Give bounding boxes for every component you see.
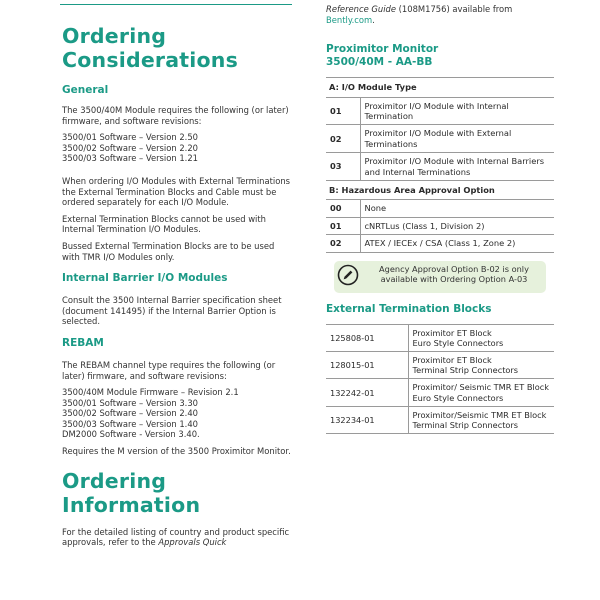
part-number: 125808-01	[326, 324, 408, 351]
option-description: Proximitor I/O Module with Internal Termination	[360, 97, 554, 125]
general-heading: General	[62, 84, 109, 96]
table-row	[326, 352, 554, 379]
option-a-header-row	[326, 78, 554, 97]
external-termination-heading: External Termination Blocks	[326, 302, 492, 315]
table-row	[326, 153, 554, 181]
part-number: 132242-01	[326, 379, 408, 406]
rebam-paragraph-2: Requires the M version of the 3500 Proximitor Monitor.	[62, 446, 291, 457]
internal-barrier-heading: Internal Barrier I/O Modules	[62, 272, 228, 285]
table-row	[326, 235, 554, 252]
part-number: 132234-01	[326, 406, 408, 433]
table-row	[326, 97, 554, 125]
rebam-versions: 3500/40M Module Firmware – Revision 2.1 3500/01 Software – Version 3.30 3500/02 Software – Version 2.40 3500/03 Software – Version 1.40 DM2000 Software - Version 3.40.	[62, 387, 239, 440]
general-versions: 3500/01 Software – Version 2.50 3500/02 Software – Version 2.20 3500/03 Software – Version 1.21	[62, 132, 198, 164]
general-paragraph-1: The 3500/40M Module requires the following (or later) firmware, and software revisions:	[62, 105, 289, 126]
part-description: Proximitor/Seismic TMR ET Block Terminal Strip Connectors	[408, 406, 554, 433]
option-b-header: B: Hazardous Area Approval Option	[326, 181, 554, 200]
internal-barrier-paragraph: Consult the 3500 Internal Barrier specification sheet (document 141495) if the Internal Barrier Option is selected.	[62, 295, 282, 327]
monitor-title: Proximitor Monitor 3500/40M - AA-BB	[326, 43, 439, 69]
option-code: 02	[326, 125, 360, 153]
bently-link[interactable]: Bently.com	[326, 14, 373, 25]
part-number: 128015-01	[326, 352, 408, 379]
option-code: 01	[326, 97, 360, 125]
option-description: None	[360, 200, 554, 217]
top-rule	[60, 4, 292, 5]
table-row	[326, 379, 554, 406]
ordering-options-table	[326, 77, 554, 252]
option-code: 02	[326, 235, 360, 252]
ordering-paragraph: For the detailed listing of country and product specific approvals, refer to the Approvals Quick	[62, 526, 290, 548]
table-row	[326, 200, 554, 217]
table-row	[326, 324, 554, 351]
left-column	[62, 24, 294, 548]
approval-note-text: Agency Approval Option B-02 is only available with Ordering Option A-03	[379, 263, 529, 285]
right-column	[326, 4, 554, 434]
option-description: cNRTLus (Class 1, Division 2)	[360, 217, 554, 234]
option-description: Proximitor I/O Module with Internal Barriers and Internal Terminations	[360, 153, 554, 181]
general-paragraph-2: When ordering I/O Modules with External Terminations the External Termination Blocks and Cable must be ordered separately for each I/O Module.	[62, 175, 290, 208]
option-code: 01	[326, 217, 360, 234]
approval-note	[334, 261, 546, 293]
part-description: Proximitor/ Seismic TMR ET Block Euro Style Connectors	[408, 379, 554, 406]
table-row	[326, 406, 554, 433]
option-description: ATEX / IECEx / CSA (Class 1, Zone 2)	[360, 235, 554, 252]
pencil-circle-icon	[337, 264, 359, 286]
option-code: 00	[326, 200, 360, 217]
table-row	[326, 217, 554, 234]
table-row	[326, 125, 554, 153]
general-paragraph-3: External Termination Blocks cannot be used with Internal Termination I/O Modules.	[62, 213, 266, 235]
rebam-heading: REBAM	[62, 336, 104, 349]
option-a-header: A: I/O Module Type	[326, 78, 554, 97]
part-description: Proximitor ET Block Euro Style Connectors	[408, 324, 554, 351]
part-description: Proximitor ET Block Terminal Strip Connectors	[408, 352, 554, 379]
option-code: 03	[326, 153, 360, 181]
general-paragraph-4: Bussed External Termination Blocks are to be used with TMR I/O Modules only.	[62, 240, 275, 262]
option-b-header-row	[326, 181, 554, 200]
termination-blocks-table	[326, 324, 554, 435]
rebam-paragraph-1: The REBAM channel type requires the following (or later) firmware, and software revisions:	[62, 359, 276, 381]
reference-guide-text: Reference Guide (108M1756) available from Bently.com.	[326, 4, 513, 25]
ordering-considerations-title: Ordering Considerations	[62, 24, 238, 72]
ordering-information-title: Ordering Information	[62, 468, 201, 517]
option-description: Proximitor I/O Module with External Terminations	[360, 125, 554, 153]
